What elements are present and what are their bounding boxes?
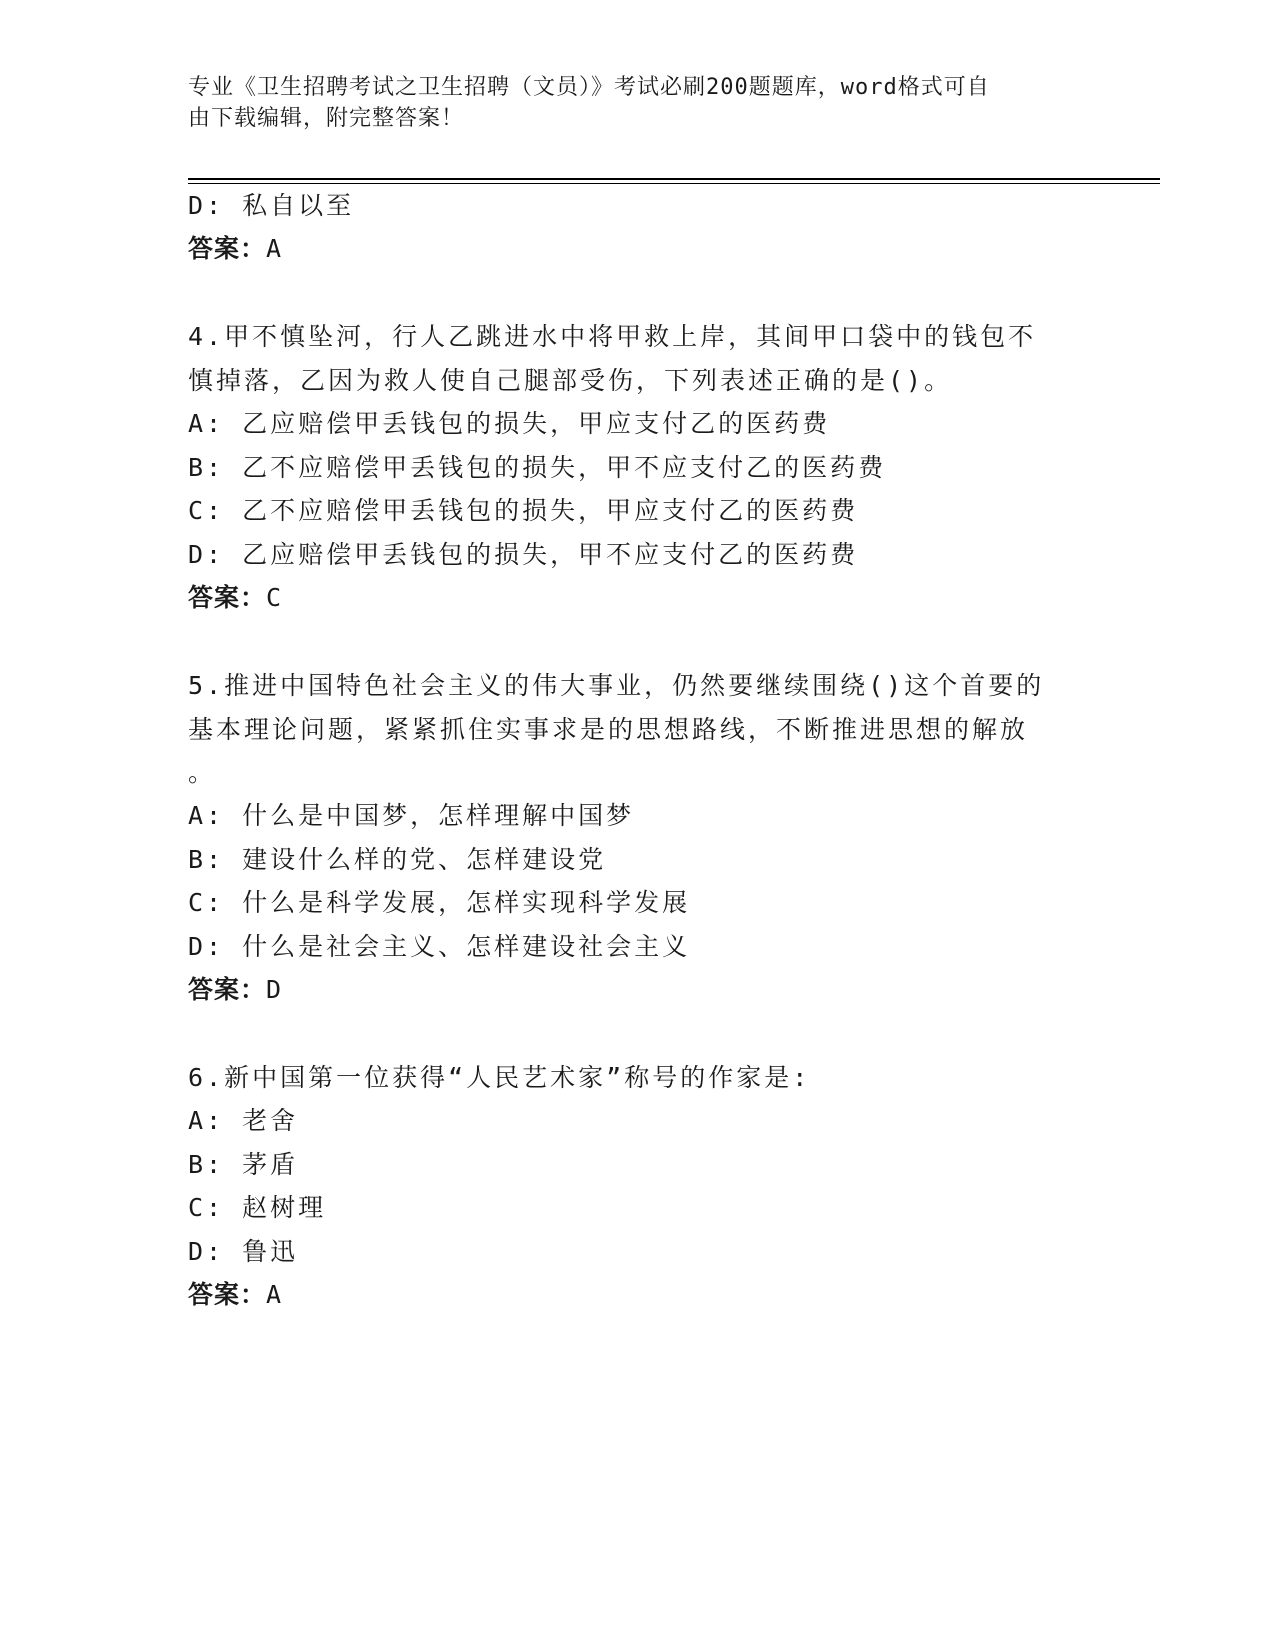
q5-option-c: C: 什么是科学发展，怎样实现科学发展 <box>188 888 691 917</box>
q5-answer-value: D <box>266 975 283 1004</box>
q6-answer-value: A <box>266 1280 283 1309</box>
q6-answer-label: 答案： <box>188 1280 267 1309</box>
q4-answer-label: 答案： <box>188 583 267 612</box>
q3-answer <box>188 232 282 266</box>
q4-answer <box>188 581 282 615</box>
q4-stem-line-1: 4.甲不慎坠河，行人乙跳进水中将甲救上岸，其间甲口袋中的钱包不 <box>188 322 1037 351</box>
q3-option-d: D: 私自以至 <box>188 191 355 220</box>
q3-answer-label: 答案： <box>188 234 267 263</box>
q3-answer-value: A <box>266 234 283 263</box>
q6-option-b: B: 茅盾 <box>188 1150 299 1179</box>
q5-stem-line-2: 基本理论问题，紧紧抓住实事求是的思想路线，不断推进思想的解放 <box>188 715 1029 744</box>
q5-answer-label: 答案： <box>188 975 267 1004</box>
header-divider-thick <box>188 178 1160 180</box>
header-divider-thin <box>188 183 1160 184</box>
q4-option-d: D: 乙应赔偿甲丢钱包的损失，甲不应支付乙的医药费 <box>188 540 859 569</box>
q4-stem-line-2: 慎掉落，乙因为救人使自己腿部受伤，下列表述正确的是()。 <box>188 366 953 395</box>
q5-answer <box>188 973 282 1007</box>
q6-option-d: D: 鲁迅 <box>188 1237 299 1266</box>
q5-option-d: D: 什么是社会主义、怎样建设社会主义 <box>188 932 691 961</box>
q6-answer <box>188 1278 282 1312</box>
q4-answer-value: C <box>266 583 283 612</box>
q6-stem-line-1: 6.新中国第一位获得“人民艺术家”称号的作家是: <box>188 1063 811 1092</box>
q5-option-a: A: 什么是中国梦，怎样理解中国梦 <box>188 801 635 830</box>
header-line-1: 专业《卫生招聘考试之卫生招聘（文员）》考试必刷200题题库，word格式可自 <box>188 75 990 100</box>
q6-option-c: C: 赵树理 <box>188 1193 327 1222</box>
q6-option-a: A: 老舍 <box>188 1106 299 1135</box>
document-header <box>188 72 1068 134</box>
q5-option-b: B: 建设什么样的党、怎样建设党 <box>188 845 607 874</box>
q4-option-b: B: 乙不应赔偿甲丢钱包的损失，甲不应支付乙的医药费 <box>188 453 887 482</box>
q4-option-a: A: 乙应赔偿甲丢钱包的损失，甲应支付乙的医药费 <box>188 409 831 438</box>
header-line-2: 由下载编辑，附完整答案！ <box>188 106 465 131</box>
q4-option-c: C: 乙不应赔偿甲丢钱包的损失，甲应支付乙的医药费 <box>188 496 859 525</box>
q5-stem-line-3: 。 <box>188 758 217 787</box>
q5-stem-line-1: 5.推进中国特色社会主义的伟大事业，仍然要继续围绕()这个首要的 <box>188 671 1045 700</box>
